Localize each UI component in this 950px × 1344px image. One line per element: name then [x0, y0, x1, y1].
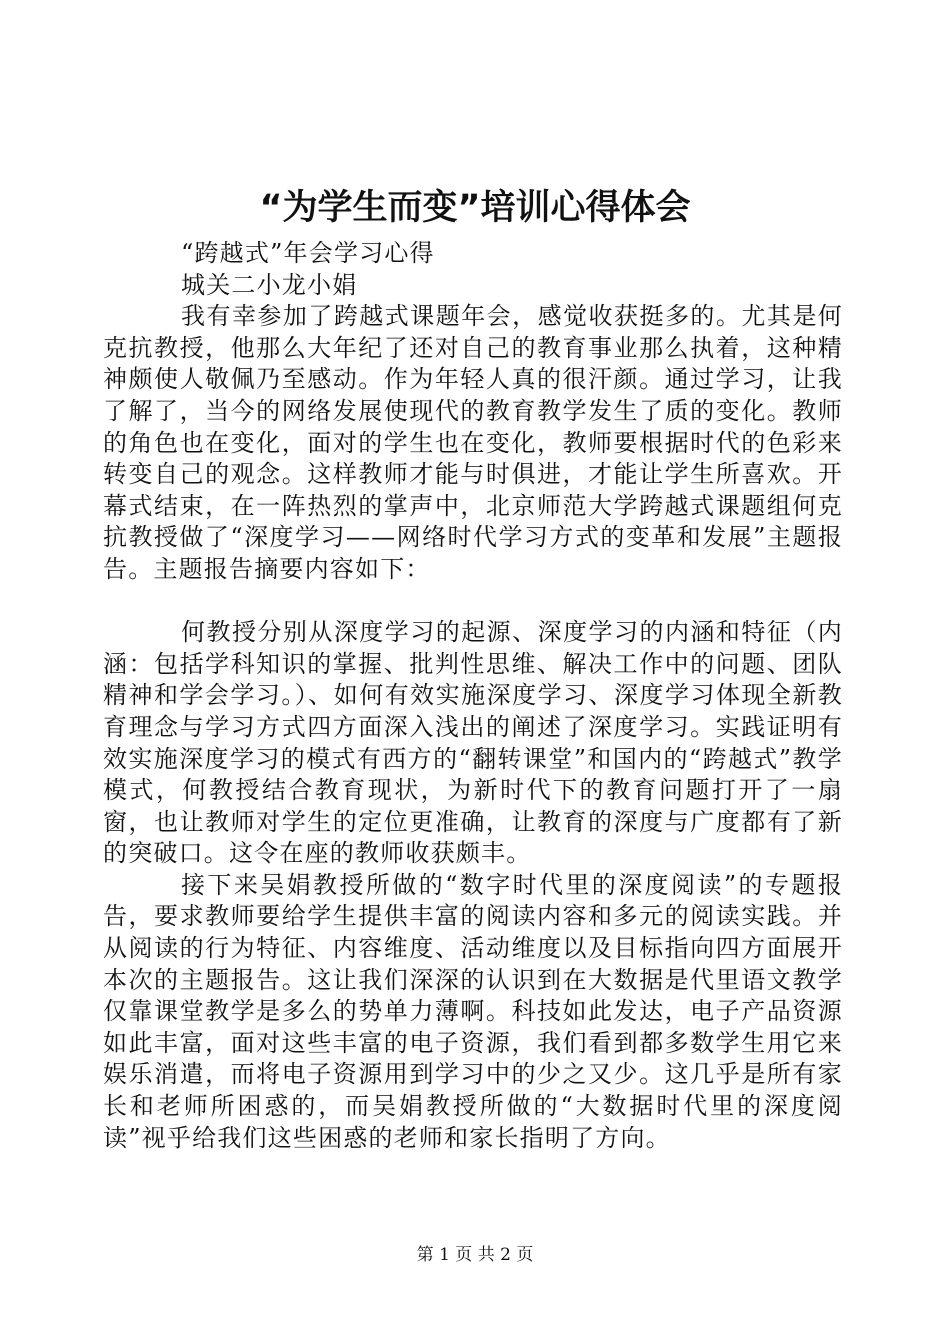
- paragraph-1: 我有幸参加了跨越式课题年会，感觉收获挺多的。尤其是何克抗教授，他那么大年纪了还对自己的教育事业那么执着，这种精神颇使人敬佩乃至感动。作为年轻人真的很汗颜。通过学习，让我了解了，当今的网络发展使现代的教育教学发生了质的变化。教师的角色也在变化，面对的学生也在变化，教师要根据时代的色彩来转变自己的观念。这样教师才能与时俱进，才能让学生所喜欢。开幕式结束，在一阵热烈的掌声中，北京师范大学跨越式课题组何克抗教授做了“深度学习——网络时代学习方式的变革和发展”主题报告。主题报告摘要内容如下：: [103, 302, 843, 583]
- document-title: “为学生而变”培训心得体会: [259, 188, 691, 228]
- paragraph-2: 何教授分别从深度学习的起源、深度学习的内涵和特征（内涵：包括学科知识的掌握、批判性思维、解决工作中的问题、团队精神和学会学习。）、如何有效实施深度学习、深度学习体现全新教育理念与学习方式四方面深入浅出的阐述了深度学习。实践证明有效实施深度学习的模式有西方的“翻转课堂”和国内的“跨越式”教学模式，何教授结合教育现状，为新时代下的教育问题打开了一扇窗，也让教师对学生的定位更准确，让教育的深度与广度都有了新的突破口。这令在座的教师收获颇丰。: [103, 618, 843, 868]
- page-number-footer: 第 1 页 共 2 页: [416, 1245, 534, 1265]
- subtitle-line: “跨越式”年会学习心得: [181, 239, 435, 267]
- author-line: 城关二小龙小娟: [181, 270, 358, 299]
- paragraph-3: 接下来吴娟教授所做的“数字时代里的深度阅读”的专题报告，要求教师要给学生提供丰富的阅读内容和多元的阅读实践。并从阅读的行为特征、内容维度、活动维度以及目标指向四方面展开本次的主题报告。这让我们深深的认识到在大数据是代里语文教学仅靠课堂教学是多么的势单力薄啊。科技如此发达，电子产品资源如此丰富，面对这些丰富的电子资源，我们看到都多数学生用它来娱乐消遣，而将电子资源用到学习中的少之又少。这几乎是所有家长和老师所困惑的，而吴娟教授所做的“大数据时代里的深度阅读”视乎给我们这些困惑的老师和家长指明了方向。: [103, 870, 843, 1152]
- paragraph-spacer: [103, 586, 843, 618]
- document-body: [103, 238, 843, 1154]
